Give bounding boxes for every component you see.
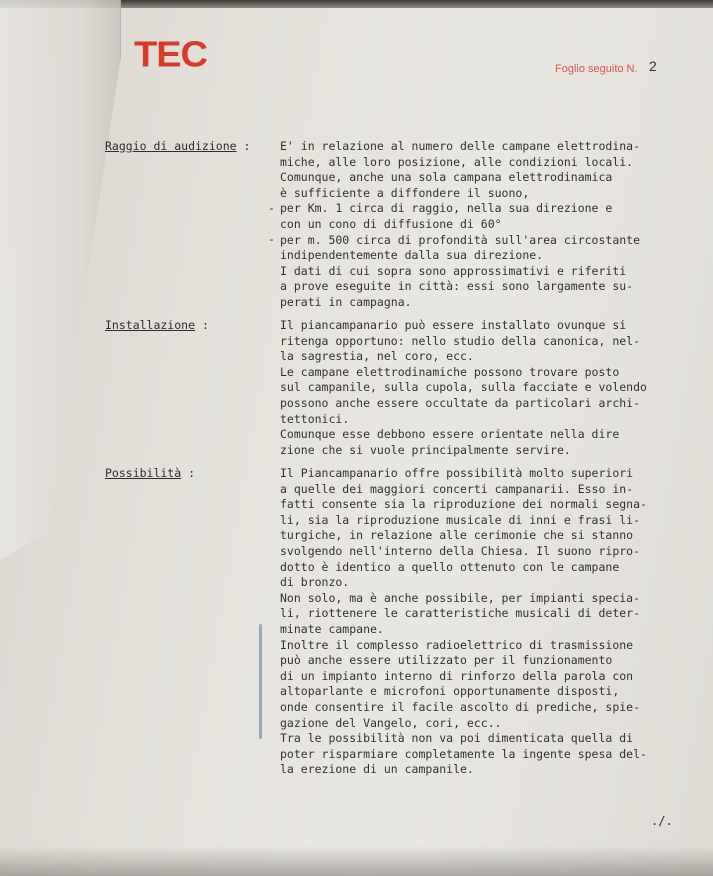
list-dash: - — [268, 201, 275, 215]
text-line: turgiche, in relazione alle cerimonie che si stanno — [280, 528, 634, 543]
heading-separator: : — [236, 139, 251, 153]
text-line: Il piancampanario può essere installato ovunque si — [280, 318, 627, 332]
text-line: la sagrestia, nel coro, ecc. — [280, 349, 474, 364]
text-line: gazione del Vangelo, cori, ecc.. — [280, 715, 502, 730]
text-line: sul campanile, sulla cupola, sulla facciate e volendo — [280, 380, 647, 395]
text-line: Le campane elettrodinamiche possono trovare posto — [280, 364, 620, 379]
heading-text: Installazione — [105, 318, 196, 332]
text-line: possono anche essere occultate da particolari archi- — [280, 395, 641, 410]
text-line: dotto è identico a quello ottenuto con le campane — [280, 559, 620, 574]
text-line: li, riottenere le caratteristiche musicali di deter- — [280, 606, 641, 621]
heading-text: Raggio di audizione — [105, 139, 237, 153]
section-body-raggio — [280, 139, 700, 311]
text-line: Non solo, ma è anche possibile, per impianti specia- — [280, 590, 641, 605]
text-line: poter risparmiare completamente la ingente spesa del- — [280, 746, 647, 761]
text-line: indipendentemente dalla sua direzione. — [280, 248, 544, 263]
text-line: E' in relazione al numero delle campane elettrodina- — [280, 139, 641, 153]
text-line: li, sia la riproduzione musicale di inni e frasi li- — [280, 512, 641, 527]
heading-separator: : — [195, 318, 209, 332]
section-heading-raggio — [105, 139, 250, 153]
page-bottom-shadow — [0, 846, 713, 876]
text-line: zione che si vuole principalmente servire. — [280, 442, 571, 457]
text-line: miche, alle loro posizione, alle condizioni locali. — [280, 154, 634, 169]
section-heading-installazione — [105, 318, 209, 332]
sheet-label: Foglio seguito N. — [555, 63, 638, 75]
text-line: a quelle dei maggiori concerti campanarii. Esso in- — [280, 481, 634, 496]
text-line: con un cono di diffusione di 60° — [280, 216, 502, 231]
text-line: è sufficiente a diffondere il suono, — [280, 185, 530, 200]
list-dash: - — [268, 232, 275, 246]
section-heading-possibilita — [105, 466, 195, 480]
text-line: perati in campagna. — [280, 294, 412, 309]
sheet-number: 2 — [649, 58, 657, 74]
text-line: onde consentire il facile ascolto di prediche, spie- — [280, 699, 641, 714]
text-line: Tra le possibilità non va poi dimenticata quella di — [280, 731, 634, 746]
text-line: per m. 500 circa di profondità sull'area circostante — [280, 232, 641, 247]
text-line: Il Piancampanario offre possibilità molto superiori — [280, 466, 634, 480]
margin-pencil-mark — [259, 624, 262, 739]
section-body-possibilita — [280, 466, 700, 778]
heading-text: Possibilità — [105, 466, 182, 480]
text-line: a prove eseguite in città: essi sono largamente su- — [280, 279, 634, 294]
section-body-installazione — [280, 318, 700, 458]
text-line: ritenga opportuno: nello studio della canonica, nel- — [280, 333, 641, 348]
text-line: minate campane. — [280, 621, 384, 636]
text-line: I dati di cui sopra sono approssimativi e riferiti — [280, 263, 627, 278]
text-line: svolgendo nell'interno della Chiesa. Il suono ripro- — [280, 543, 641, 558]
text-line: di un impianto interno di rinforzo della parola con — [280, 668, 634, 683]
text-line: fatti consente sia la riproduzione dei normali segna- — [280, 497, 647, 512]
text-line: per Km. 1 circa di raggio, nella sua direzione e — [280, 201, 613, 216]
text-line: Comunque esse debbono essere orientate nella dire — [280, 427, 620, 442]
text-line: Comunque, anche una sola campana elettrodinamica — [280, 170, 613, 185]
text-line: Inoltre il complesso radioelettrico di trasmissione — [280, 637, 634, 652]
text-line: tettonici. — [280, 411, 350, 426]
heading-separator: : — [181, 466, 196, 480]
continuation-mark: ./. — [651, 814, 673, 828]
folded-previous-sheet — [0, 0, 121, 560]
text-line: la erezione di un campanile. — [280, 762, 474, 777]
text-line: altoparlante e microfoni opportunamente disposti, — [280, 684, 620, 699]
text-line: di bronzo. — [280, 575, 350, 590]
company-logo: TEC — [134, 35, 207, 75]
text-line: può anche essere utilizzato per il funzionamento — [280, 653, 613, 668]
